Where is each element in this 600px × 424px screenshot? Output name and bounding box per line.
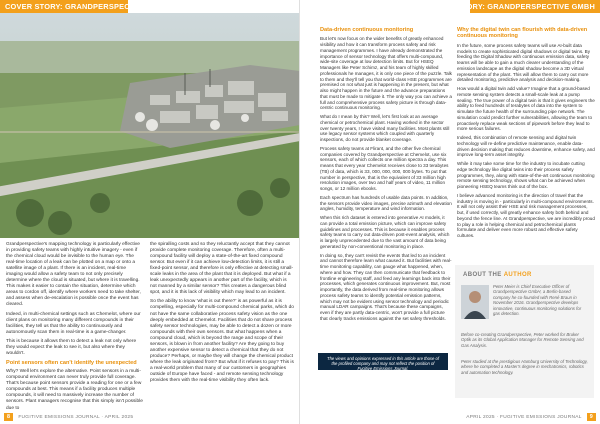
paragraph: In doing so, they can't revisit the events that led to an incident and cannot therefore learn what caused it. But facilities with real-time monitoring capability, can gauge what happened, when, where and how. They can then communicate that feedback to frontline engineering staff, and feed any learnings back into their processes, which generates continuous improvement. But, most importantly, the data derived from real-time monitoring allows process safety teams to identify potential emission patterns, which may not be evident using sensor technology and periodic manual LDAR campaigns. That's because these campaigns, even if they are partly data-centric, won't provide a full picture that clearly tracks emissions against the set safety thresholds. [320, 252, 452, 321]
aerial-photo-illustration [0, 13, 300, 238]
right-page-column-1 [320, 26, 452, 325]
footer-text: APRIL 2025 · FUGITIVE EMISSIONS JOURNAL [466, 414, 582, 420]
author-box-heading [463, 272, 532, 278]
paragraph: How would a digital twin add value? Imagine that a ground-based remote sensing system detects a small-scale leak at a pump sealing. The true power of a digital twin is that it gives engineers the ability to feed hundreds of terabytes of data into the system to simulate the future health of the surrounding pipe network. The simulation could predict further vulnerabilities, allowing the team to proactively replace weak sections of pipework before they lead to more serious failures. [457, 86, 595, 132]
paragraph: Indeed, this combination of remote sensing and digital twin technology will re-define predictive maintenance, enable data-driven decision making that reduces downtime, enhance safety, and improve long-term asset integrity. [457, 135, 595, 158]
author-bio: Peter studied at the prestigious Hamburg University of Technology, where he completed a Master's degree in mechatronics, robotics and automation technology. [461, 359, 588, 375]
paragraph: When this rich dataset is entered into generative AI models, it can provide a total emission picture, which can improve safety guidelines and processes. This is because it enables process safety teams to carry out data-driven post-event analysis, which is largely unprecedented due to the vast amount of data being generated by non-conventional monitoring in place. [320, 215, 450, 249]
about-author-box [455, 265, 594, 398]
left-page-column-2 [150, 242, 294, 387]
section-label: COVER STORY: GRANDPERSPECTIVE GMBH [5, 2, 173, 11]
author-avatar [461, 285, 489, 319]
author-bio: Peter Meier is Chief Executive Officer of Grandperspective GmbH, a Berlin-based company he co-founded with René Braun in November 2016. Grandperspective develops innovative, continuous monitoring solutions for gas detection. [493, 284, 582, 317]
paragraph: This is because it allows them to detect a leak not only where they would expect the leak to see it, but also where they wouldn't. [6, 338, 137, 356]
left-page-column-1 [6, 242, 143, 415]
subheading: Data-driven continuous monitoring [320, 27, 414, 33]
paragraph: Process safety teams at Flirant, and the other five chemical companies covered by Grandperspective at Chemelot, use six sensors, each of which collects one million spectra a day. This means that every year Chemelot receives close to 33 terabytes (TB) of data, which is 33, 000, 000, 000, 000 bytes. To put that number in perspective, that is the equivalent of 33 million high resolution images, over two and half years of video, 11 million songs, or 12 million ebooks. [320, 145, 449, 192]
author-bio: Before co-creating Grandperspective, Peter worked for Bruker Optik as its Global Application Manager for Remote Sensing and Gas Analysis. [461, 332, 584, 348]
right-page-header [300, 0, 600, 13]
paragraph: So the ability to know 'what is out there?' is as powerful as it is compelling, especially for multi-compound chemical parks, which do not have the same collaborative process safety vision as the one deeply embedded at Chemelot. Facilities that do not share process safety sensor technologies, may be able to detect a dozen or more compounds with their own sensors. But what happens when a compound cloud, which is beyond the range and scope of their sensors, is blown in from another facility? Are they going to buy another expensive sensor to detect a chemical that they do not produce? Perhaps, or maybe they will change the chemical product where the leak originated from? But what if it refuses to pay? This is a real-world problem that many of our customers in geographies outside of Europe have faced - and remote sensing technology provides them with the real-time visibility they often lack. [150, 299, 294, 384]
author-heading-word: AUTHOR [503, 272, 532, 278]
paragraph: Each spectrum has hundreds of usable data points. In addition, the sensors provide video images, precise azimuth and elevation angles, humidity, temperature and wind information. [320, 194, 452, 212]
right-page-column-2 [457, 26, 595, 242]
page-number: 8 [4, 413, 13, 421]
footer-text: FUGITIVE EMISSIONS JOURNAL · APRIL 2025 [18, 414, 134, 420]
page-number: 9 [587, 413, 596, 421]
paragraph: Grandperspective's mapping technology is particularly effective in providing safety teams with highly intuitive imagery - even if the chemical cloud would be invisible to the human eye. The real-time location of a leak can be plotted on a map or onto a satellite image of a plant. If there is an incident, real-time imaging would allow a safety team to not only precisely determine where the cloud is situated, but where it is travelling. This makes it easier to contain the situation, determine which areas to cordon off, identify where workers need to take shelter, and assess when de-escalation is possible once the event has cleared. [6, 242, 141, 308]
subheading: Why the digital twin can flourish with data-driven continuous monitoring [457, 27, 588, 40]
author-heading-prefix: ABOUT THE [463, 272, 502, 278]
paragraph: I believe advanced monitoring is the direction of travel that the industry is moving in - particularly in multi-compound environments. It will not only assist their HSE and risk management processes, but, if used correctly, will greatly enhance safety both behind and beyond the fence line. At Grandperspective, we are incredibly proud to play a role in helping chemical and petrochemical plants formulate and deliver even more robust and effective safety cultures. [457, 192, 595, 239]
paragraph: In the future, some process safety teams will use AI-built data models to create sophisticated digital shadows or digital twins. By feeding the Digital Shadow with continuous emission data, safety teams will be able to gain a much clearer understanding of the emission landscape as the digital shadow become a 3D virtual representation of the plant. This will allow them to carry out more detailed monitoring, predictive analysis and decision-making. [457, 42, 591, 83]
subheading: Point sensors often can't identify the unexpected [6, 359, 137, 366]
paragraph: What do I mean by this? Well, let's first look at an average chemical or petrochemical plant. Having worked in the sector over twenty years, I have visited many facilities. Most plants still use legacy sensor systems which coupled with quarterly inspections, do not provide blanket coverage. [320, 114, 450, 143]
paragraph: But let's now focus on the wider benefits of greatly enhanced visibility and how it can transform process safety and risk management programmes. I have already demonstrated the importance of sensor technology that offers multi-compound, wide-site coverage at low detection limits. But for HSEQ Managers like Peter Schimz, and his team of highly skilled professionals he manages, it is only one piece of the puzzle. Talk to them and they'll tell you that world-class HSE programmes are premised on not what just is happening in the present, but what also might happen in the future and the advance preparations that must be made to mitigate it. The only way you can achieve a full and comprehensive process safety picture is through data-centric continuous monitoring. [320, 36, 452, 111]
left-page-footer [4, 413, 133, 421]
paragraph: Why? Well let's explore the alternative. Point sensors in a multi-compound environment can never truly provide full coverage. That's because point sensors provide a reading for one or a few compounds at best. This means if a facility produces multiple compounds, it will need to massively increase the number of sensors. Plant managers recognise that this simply isn't possible due to [6, 369, 143, 411]
paragraph: the spiralling costs and so they reluctantly accept that they cannot provide complete monitoring coverage. Therefore, often a multi-compound facility will deploy a state-of-the-art fixed compound sensor. But even if it can achieve low-detection limits, it is still a fixed-point sensor, and therefore is only effective at detecting small-scale leaks in the area of the plant that it is deployed. But what if a leak unexpectedly appears in another part of the facility, which is not manned by a similar sensor? This creates a dangerous blind spot, and it is this lack of visibility which may lead to an incident. [150, 242, 294, 296]
right-page-footer [466, 413, 596, 421]
paragraph: Indeed, in multi-chemical settings such as Chemelot, where our client plans on monitoring many different compounds in their facilities, they tell us that the ability to continuously and autonomously scan them in real-time is a game-changer. [6, 311, 141, 335]
disclaimer-box: The views and opinions expressed in this article are those of the profiled company and may not reflect the position of Fugitive Emissions Journal. [318, 353, 448, 370]
paragraph: While it may take some time for the industry to incubate cutting edge technology like digital twins into their process safety programmes, they, along with state-of-the-art continuous monitoring remote sensing technology, shows what can be achieved when pioneering HSEQ teams think out of the box. [457, 161, 595, 190]
section-label: COVER STORY: GRANDPERSPECTIVE GMBH [427, 2, 595, 11]
left-page-header [0, 0, 300, 13]
aerial-chemical-park-photo [0, 13, 300, 238]
author-portrait-icon [461, 285, 489, 319]
